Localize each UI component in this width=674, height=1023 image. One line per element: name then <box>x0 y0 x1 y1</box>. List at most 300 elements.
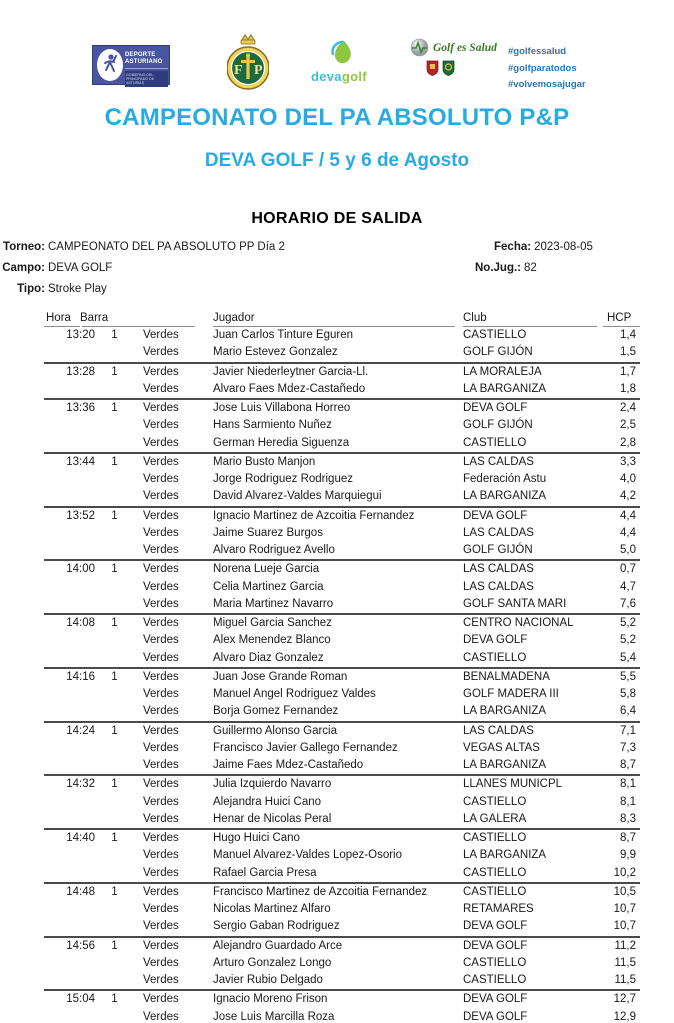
gobierno-principado-text: GOBIERNO DEL PRINCIPADO DE ASTURIAS <box>125 71 168 87</box>
table-row <box>44 381 640 398</box>
table-row <box>44 757 640 774</box>
deporte-asturiano-figure-icon <box>97 49 123 81</box>
table-row <box>44 703 640 720</box>
tee-cell: Verdes <box>143 903 179 915</box>
hora-cell <box>44 955 102 972</box>
barra-cell <box>102 918 127 935</box>
player-cell: Hugo Huici Cano <box>213 832 300 844</box>
player-cell: Manuel Alvarez-Valdes Lopez-Osorio <box>213 849 402 862</box>
hcp-cell: 8,1 <box>620 795 636 808</box>
torneo-row <box>0 241 285 253</box>
tee-cell: Verdes <box>143 329 179 341</box>
hcp-cell: 1,7 <box>620 365 636 378</box>
player-cell: Arturo Gonzalez Longo <box>213 956 332 969</box>
hora-cell: 14:48 <box>66 885 95 898</box>
barra-cell <box>102 686 127 703</box>
hora-cell: 14:40 <box>66 832 95 844</box>
player-cell: Manuel Angel Rodriguez Valdes <box>213 688 376 700</box>
golf-ball-pulse-icon <box>410 38 429 57</box>
barra-cell <box>102 435 127 452</box>
torneo-value: CAMPEONATO DEL PA ABSOLUTO PP Día 2 <box>48 241 285 253</box>
club-cell: LA BARGANIZA <box>463 705 547 718</box>
hora-cell: 14:32 <box>66 778 95 791</box>
hcp-cell: 2,8 <box>620 436 636 449</box>
barra-cell: 1 <box>111 670 118 683</box>
tee-cell: Verdes <box>143 580 179 593</box>
tee-cell: Verdes <box>143 634 179 647</box>
barra-cell: 1 <box>111 885 118 898</box>
tee-cell: Verdes <box>143 974 179 986</box>
table-row <box>44 847 640 864</box>
header-barra: Barra <box>80 312 109 324</box>
club-cell: CASTIELLO <box>463 436 527 449</box>
table-row <box>44 596 640 613</box>
hcp-cell: 11,2 <box>614 939 636 952</box>
hora-cell <box>44 757 102 774</box>
tee-cell: Verdes <box>143 939 179 952</box>
player-cell: Ignacio Moreno Frison <box>213 993 328 1006</box>
hora-cell <box>44 579 102 596</box>
barra-cell <box>102 542 127 559</box>
hora-cell <box>44 525 102 542</box>
hora-cell <box>44 1009 102 1023</box>
hora-cell: 13:36 <box>66 402 95 414</box>
tee-cell: Verdes <box>143 812 179 825</box>
table-row <box>44 901 640 918</box>
hcp-cell: 2,5 <box>620 419 636 432</box>
table-row <box>44 865 640 882</box>
tee-cell: Verdes <box>143 705 179 718</box>
player-cell: Jose Luis Villabona Horreo <box>213 402 351 414</box>
barra-cell <box>102 757 127 774</box>
num-jugadores-label: No.Jug.: <box>475 262 521 274</box>
tee-time-group <box>44 613 640 667</box>
tee-time-group <box>44 936 640 990</box>
barra-cell <box>102 703 127 720</box>
table-row <box>44 632 640 649</box>
hcp-cell: 5,2 <box>620 617 636 629</box>
club-cell: LAS CALDAS <box>463 563 534 576</box>
hora-cell <box>44 847 102 864</box>
table-row <box>44 508 640 525</box>
club-cell: DEVA GOLF <box>463 509 528 522</box>
tee-cell: Verdes <box>143 544 179 556</box>
player-cell: David Alvarez-Valdes Marquiegui <box>213 490 382 503</box>
hora-cell <box>44 542 102 559</box>
table-row <box>44 1009 640 1023</box>
player-cell: German Heredia Siguenza <box>213 436 350 449</box>
crest-letter-f: F <box>234 63 243 78</box>
table-row <box>44 938 640 955</box>
hcp-cell: 4,4 <box>620 526 636 539</box>
player-cell: Javier Rubio Delgado <box>213 974 323 986</box>
player-cell: Juan Jose Grande Roman <box>213 670 348 683</box>
barra-cell: 1 <box>111 939 118 952</box>
hora-cell <box>44 417 102 434</box>
tee-cell: Verdes <box>143 724 179 737</box>
hcp-cell: 7,6 <box>620 597 636 610</box>
barra-cell: 1 <box>111 509 118 522</box>
tee-cell: Verdes <box>143 419 179 432</box>
fecha-label: Fecha: <box>494 241 532 253</box>
tee-cell: Verdes <box>143 651 179 664</box>
hcp-cell: 10,2 <box>613 866 636 879</box>
barra-cell <box>102 955 127 972</box>
table-row <box>44 686 640 703</box>
hcp-cell: 9,9 <box>620 849 636 862</box>
tee-time-group <box>44 774 640 828</box>
hcp-cell: 1,5 <box>620 346 636 359</box>
hcp-cell: 4,0 <box>620 473 636 485</box>
club-cell: DEVA GOLF <box>463 993 528 1006</box>
tee-time-group <box>44 667 640 721</box>
club-cell: LA BARGANIZA <box>463 490 547 503</box>
hashtag-list <box>508 44 586 94</box>
tee-cell: Verdes <box>143 597 179 610</box>
hcp-cell: 5,5 <box>620 670 636 683</box>
tipo-row <box>0 283 107 295</box>
barra-cell: 1 <box>111 402 118 414</box>
hcp-cell: 2,4 <box>620 402 636 414</box>
golf-es-salud-logo <box>410 38 502 94</box>
tee-time-group <box>44 452 640 506</box>
header-club: Club <box>463 312 487 324</box>
player-cell: Javier Niederleytner Garcia-Ll. <box>213 365 369 378</box>
barra-cell <box>102 650 127 667</box>
hora-cell: 13:44 <box>66 455 95 468</box>
player-cell: Celia Martinez Garcia <box>213 580 324 593</box>
player-cell: Hans Sarmiento Nuñez <box>213 419 332 432</box>
hora-cell <box>44 740 102 757</box>
tee-cell: Verdes <box>143 670 179 683</box>
tee-time-group <box>44 327 640 362</box>
club-cell: CASTIELLO <box>463 329 527 341</box>
table-row <box>44 364 640 381</box>
hora-cell <box>44 686 102 703</box>
hora-cell: 14:00 <box>66 563 95 576</box>
tee-cell: Verdes <box>143 1010 179 1023</box>
tee-time-group <box>44 559 640 613</box>
hora-cell <box>44 435 102 452</box>
barra-cell: 1 <box>111 993 118 1006</box>
club-cell: LA MORALEJA <box>463 365 542 378</box>
barra-cell <box>102 488 127 505</box>
club-cell: Federación Astu <box>463 473 547 485</box>
hcp-cell: 0,7 <box>620 563 636 576</box>
hcp-cell: 8,7 <box>620 759 636 771</box>
hora-cell <box>44 794 102 811</box>
table-row <box>44 579 640 596</box>
barra-cell <box>102 865 127 882</box>
hcp-cell: 4,2 <box>620 490 636 503</box>
club-cell: LA BARGANIZA <box>463 849 547 862</box>
table-row <box>44 884 640 901</box>
tee-cell: Verdes <box>143 832 179 844</box>
hcp-cell: 10,7 <box>613 903 636 915</box>
club-cell: GOLF GIJÓN <box>463 346 533 359</box>
hcp-cell: 8,3 <box>620 812 636 825</box>
barra-cell <box>102 901 127 918</box>
deva-word: deva <box>311 69 342 84</box>
barra-cell <box>102 525 127 542</box>
hashtag-item: #volvemosajugar <box>508 79 586 90</box>
club-cell: LA BARGANIZA <box>463 382 547 395</box>
club-cell: LA BARGANIZA <box>463 759 547 771</box>
player-cell: Alex Menendez Blanco <box>213 634 331 647</box>
barra-cell: 1 <box>111 365 118 378</box>
club-cell: CASTIELLO <box>463 885 527 898</box>
hcp-cell: 1,4 <box>620 329 636 341</box>
barra-cell: 1 <box>111 455 118 468</box>
hcp-cell: 1,8 <box>620 382 636 395</box>
barra-cell <box>102 381 127 398</box>
tipo-label: Tipo: <box>17 283 45 295</box>
tee-cell: Verdes <box>143 436 179 449</box>
club-cell: CASTIELLO <box>463 974 527 986</box>
club-cell: DEVA GOLF <box>463 634 528 647</box>
tee-time-group <box>44 362 640 399</box>
table-row <box>44 525 640 542</box>
header-jugador: Jugador <box>213 312 255 324</box>
green-shield-icon <box>442 60 455 76</box>
hora-cell <box>44 488 102 505</box>
campo-label: Campo: <box>2 262 45 274</box>
club-cell: LAS CALDAS <box>463 526 534 539</box>
barra-cell: 1 <box>111 329 118 341</box>
tee-cell: Verdes <box>143 455 179 468</box>
tee-cell: Verdes <box>143 849 179 862</box>
player-cell: Guillermo Alonso Garcia <box>213 724 337 737</box>
table-row <box>44 435 640 452</box>
tee-cell: Verdes <box>143 778 179 791</box>
hora-cell <box>44 381 102 398</box>
barra-cell: 1 <box>111 778 118 791</box>
tee-time-group <box>44 721 640 775</box>
table-row <box>44 615 640 632</box>
table-row <box>44 830 640 847</box>
club-cell: BENALMADENA <box>463 670 550 683</box>
tee-cell: Verdes <box>143 688 179 700</box>
table-row <box>44 471 640 488</box>
hcp-cell: 7,3 <box>620 741 636 754</box>
hora-cell <box>44 596 102 613</box>
table-row <box>44 669 640 686</box>
hora-cell: 13:20 <box>66 329 95 341</box>
barra-cell: 1 <box>111 617 118 629</box>
player-cell: Mario Estevez Gonzalez <box>213 346 338 359</box>
tee-cell: Verdes <box>143 346 179 359</box>
hora-cell: 13:52 <box>66 509 95 522</box>
barra-cell <box>102 794 127 811</box>
player-cell: Alejandro Guardado Arce <box>213 939 343 952</box>
barra-cell <box>102 596 127 613</box>
tee-times-table <box>44 312 640 1023</box>
player-cell: Borja Gomez Fernandez <box>213 705 339 718</box>
player-cell: Maria Martinez Navarro <box>213 597 334 610</box>
hcp-cell: 11,5 <box>614 956 636 969</box>
tee-cell: Verdes <box>143 473 179 485</box>
campo-row <box>0 262 112 274</box>
tee-time-group <box>44 989 640 1023</box>
tee-cell: Verdes <box>143 759 179 771</box>
golf-word: golf <box>341 69 367 84</box>
venue-date-subtitle: DEVA GOLF / 5 y 6 de Agosto <box>204 150 470 171</box>
tee-time-group <box>44 506 640 560</box>
club-cell: CASTIELLO <box>463 866 527 879</box>
red-shield-icon <box>426 60 439 76</box>
table-row <box>44 776 640 793</box>
tee-cell: Verdes <box>143 956 179 969</box>
barra-cell <box>102 579 127 596</box>
table-row <box>44 723 640 740</box>
barra-cell <box>102 632 127 649</box>
player-cell: Jaime Suarez Burgos <box>213 526 323 539</box>
club-cell: DEVA GOLF <box>463 920 528 933</box>
club-cell: VEGAS ALTAS <box>463 741 540 754</box>
barra-cell <box>102 471 127 488</box>
hora-cell: 15:04 <box>66 993 95 1006</box>
player-cell: Jose Luis Marcilla Roza <box>213 1010 335 1023</box>
player-cell: Juan Carlos Tinture Eguren <box>213 329 353 341</box>
hora-cell <box>44 918 102 935</box>
tee-cell: Verdes <box>143 993 179 1006</box>
club-cell: GOLF GIJÓN <box>463 419 533 432</box>
table-row <box>44 650 640 667</box>
tee-cell: Verdes <box>143 526 179 539</box>
barra-cell <box>102 1009 127 1023</box>
deva-golf-leaf-icon <box>329 40 359 68</box>
hora-cell: 14:56 <box>66 939 95 952</box>
table-row <box>44 972 640 989</box>
torneo-label: Torneo: <box>3 241 45 253</box>
hashtag-item: #golfessalud <box>508 46 567 57</box>
table-row <box>44 561 640 578</box>
barra-cell <box>102 972 127 989</box>
tee-time-group <box>44 828 640 882</box>
table-row <box>44 991 640 1008</box>
table-row <box>44 488 640 505</box>
hcp-cell: 5,8 <box>620 688 636 700</box>
club-cell: RETAMARES <box>463 903 534 915</box>
hora-cell <box>44 865 102 882</box>
player-cell: Miguel Garcia Sanchez <box>213 617 332 629</box>
fecha-row <box>494 241 593 253</box>
tee-time-group <box>44 398 640 452</box>
player-cell: Francisco Martinez de Azcoitia Fernandez <box>213 885 428 898</box>
table-row <box>44 811 640 828</box>
tee-cell: Verdes <box>143 365 179 378</box>
club-cell: CENTRO NACIONAL <box>463 617 574 629</box>
barra-cell <box>102 740 127 757</box>
club-cell: DEVA GOLF <box>463 939 528 952</box>
header-hcp: HCP <box>607 312 632 324</box>
hora-cell <box>44 703 102 720</box>
club-cell: CASTIELLO <box>463 832 527 844</box>
club-cell: DEVA GOLF <box>463 1010 528 1023</box>
player-cell: Henar de Nicolas Peral <box>213 812 332 825</box>
barra-cell: 1 <box>111 724 118 737</box>
player-cell: Norena Lueje Garcia <box>213 563 320 576</box>
hcp-cell: 11,5 <box>614 974 636 986</box>
hashtag-item: #golfparatodos <box>508 62 577 74</box>
club-cell: CASTIELLO <box>463 651 527 664</box>
deporte-asturiano-text: DEPORTE ASTURIANO <box>125 52 168 69</box>
tee-cell: Verdes <box>143 617 179 629</box>
deporte-asturiano-logo <box>92 45 170 85</box>
club-cell: GOLF GIJÓN <box>463 544 533 556</box>
barra-cell: 1 <box>111 563 118 576</box>
club-cell: LA GALERA <box>463 812 527 825</box>
tee-cell: Verdes <box>143 795 179 808</box>
table-row <box>44 454 640 471</box>
player-cell: Ignacio Martinez de Azcoitia Fernandez <box>213 509 415 522</box>
hora-cell: 14:24 <box>66 724 95 737</box>
table-row <box>44 417 640 434</box>
hora-cell: 14:08 <box>66 617 95 629</box>
barra-cell <box>102 417 127 434</box>
hcp-cell: 5,4 <box>620 651 636 664</box>
player-cell: Julia Izquierdo Navarro <box>213 778 332 791</box>
club-cell: DEVA GOLF <box>463 402 528 414</box>
player-cell: Mario Busto Manjon <box>213 455 316 468</box>
table-row <box>44 327 640 344</box>
tee-cell: Verdes <box>143 563 179 576</box>
hcp-cell: 4,7 <box>620 580 636 593</box>
table-row <box>44 794 640 811</box>
hora-cell: 14:16 <box>66 670 95 683</box>
club-cell: LLANES MUNICPL <box>463 778 563 791</box>
player-cell: Alejandra Huici Cano <box>213 795 322 808</box>
club-cell: LAS CALDAS <box>463 724 534 737</box>
player-cell: Alvaro Rodriguez Avello <box>213 544 335 556</box>
hcp-cell: 4,4 <box>620 509 636 522</box>
hcp-cell: 10,7 <box>613 920 636 933</box>
num-jugadores-row <box>475 262 537 274</box>
hora-cell <box>44 972 102 989</box>
player-cell: Francisco Javier Gallego Fernandez <box>213 741 398 754</box>
table-row <box>44 344 640 361</box>
hora-cell <box>44 344 102 361</box>
golf-federation-crest-icon <box>227 32 269 97</box>
golf-es-salud-text: Golf es Salud <box>433 41 497 54</box>
club-cell: CASTIELLO <box>463 795 527 808</box>
hcp-cell: 3,3 <box>620 455 636 468</box>
hora-cell <box>44 632 102 649</box>
player-cell: Jaime Faes Mdez-Castañedo <box>213 759 364 771</box>
table-row <box>44 955 640 972</box>
hora-cell <box>44 471 102 488</box>
tournament-title: CAMPEONATO DEL PA ABSOLUTO P&P <box>104 104 570 131</box>
hcp-cell: 6,4 <box>620 705 636 718</box>
player-cell: Alvaro Diaz Gonzalez <box>213 651 324 664</box>
tee-cell: Verdes <box>143 402 179 414</box>
hcp-cell: 8,1 <box>620 778 636 791</box>
hora-cell <box>44 811 102 828</box>
hcp-cell: 12,9 <box>613 1010 636 1023</box>
club-cell: GOLF SANTA MARI <box>463 597 567 610</box>
table-row <box>44 400 640 417</box>
barra-cell: 1 <box>111 832 118 844</box>
player-cell: Nicolas Martinez Alfaro <box>213 903 331 915</box>
hcp-cell: 10,5 <box>613 885 636 898</box>
tee-time-group <box>44 882 640 936</box>
player-cell: Rafael Garcia Presa <box>213 866 317 879</box>
tee-cell: Verdes <box>143 490 179 503</box>
club-cell: GOLF MADERA III <box>463 688 559 700</box>
player-cell: Alvaro Faes Mdez-Castañedo <box>213 382 366 395</box>
hora-cell <box>44 901 102 918</box>
tee-cell: Verdes <box>143 920 179 933</box>
